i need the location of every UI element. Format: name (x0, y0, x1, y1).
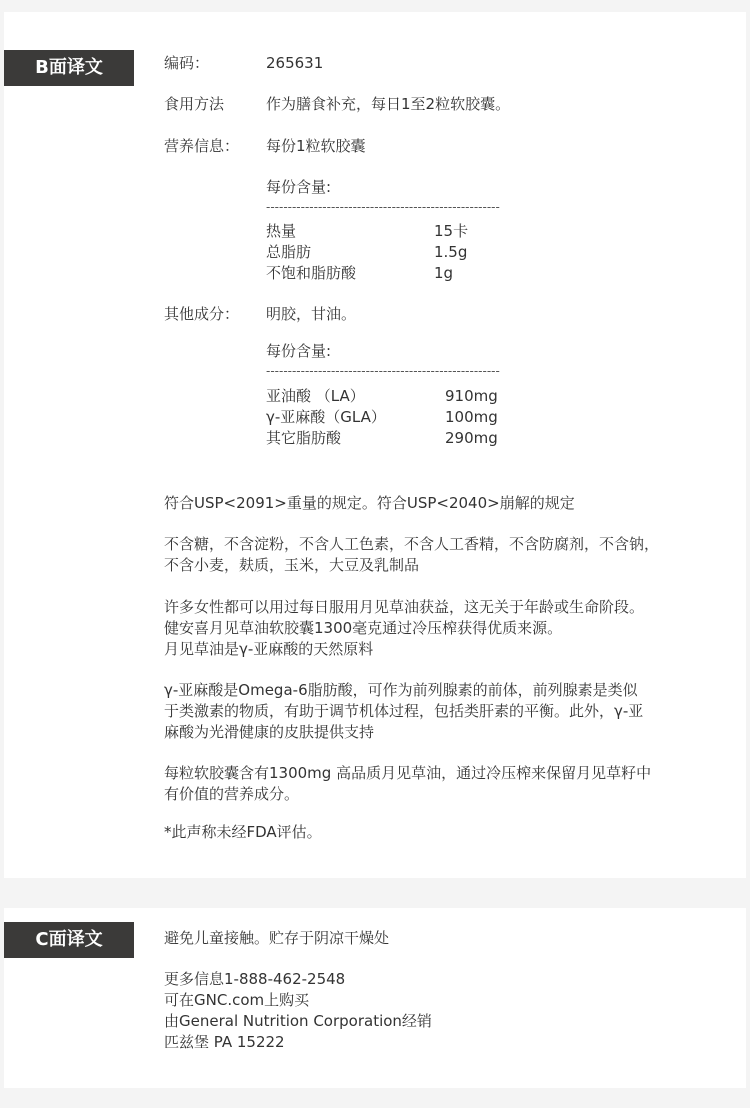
section-b-panel (4, 12, 746, 878)
paragraph-line: 符合USP<2091>重量的规定。符合USP<2040>崩解的规定 (164, 494, 575, 512)
nutrient-value: 1g (434, 264, 454, 282)
nutrition-label: 营养信息： (164, 137, 240, 155)
nutrition-value: 每份1粒软胶囊 (266, 137, 366, 155)
nutrient-value: 15卡 (434, 222, 469, 240)
acid-name: 亚油酸 （LA） (266, 387, 365, 405)
nutrient-name: 不饱和脂肪酸 (266, 264, 357, 282)
paragraph-line: 有价值的营养成分。 (164, 785, 300, 803)
fda-disclaimer: *此声称未经FDA评估。 (164, 823, 322, 841)
acid-value: 100mg (445, 408, 498, 426)
divider-2: ------------------------------------------------------ (266, 364, 500, 378)
paragraph-line: 健安喜月见草油软胶囊1300毫克通过冷压榨获得优质来源。 (164, 619, 563, 637)
paragraph-line: 每粒软胶囊含有1300mg 高品质月见草油，通过冷压榨来保留月见草籽中 (164, 764, 652, 782)
section-c-tag: C面译文 (4, 922, 134, 958)
info-line: 可在GNC.com上购买 (164, 991, 310, 1009)
nutrient-name: 总脂肪 (266, 243, 312, 261)
code-label: 编码： (164, 54, 210, 72)
code-value: 265631 (266, 54, 324, 72)
acid-name: 其它脂肪酸 (266, 429, 342, 447)
usage-value: 作为膳食补充，每日1至2粒软胶囊。 (266, 95, 511, 113)
info-line: 由General Nutrition Corporation经销 (164, 1012, 432, 1030)
per-serving-heading-2: 每份含量: (266, 342, 332, 360)
paragraph-line: γ-亚麻酸是Omega-6脂肪酸，可作为前列腺素的前体，前列腺素是类似 (164, 681, 638, 699)
other-value: 明胶，甘油。 (266, 305, 357, 323)
paragraph-line: 不含小麦，麸质，玉米，大豆及乳制品 (164, 556, 420, 574)
acid-value: 290mg (445, 429, 498, 447)
nutrient-name: 热量 (266, 222, 297, 240)
per-serving-heading-1: 每份含量: (266, 178, 332, 196)
section-c-panel (4, 908, 746, 1088)
acid-value: 910mg (445, 387, 498, 405)
usage-label: 食用方法 (164, 95, 225, 113)
paragraph-line: 不含糖，不含淀粉，不含人工色素，不含人工香精，不含防腐剂，不含钠， (164, 535, 660, 553)
acid-name: γ-亚麻酸（GLA） (266, 408, 386, 426)
paragraph-line: 于类激素的物质，有助于调节机体过程，包括类肝素的平衡。此外，γ-亚 (164, 702, 644, 720)
divider-1: ------------------------------------------------------ (266, 200, 500, 214)
info-line: 匹兹堡 PA 15222 (164, 1033, 285, 1051)
storage-warning: 避免儿童接触。贮存于阴凉干燥处 (164, 929, 390, 947)
other-label: 其他成分： (164, 305, 240, 323)
paragraph-line: 麻酸为光滑健康的皮肤提供支持 (164, 723, 375, 741)
section-b-tag: B面译文 (4, 50, 134, 86)
paragraph-line: 月见草油是γ-亚麻酸的天然原料 (164, 640, 374, 658)
nutrient-value: 1.5g (434, 243, 468, 261)
paragraph-line: 许多女性都可以用过每日服用月见草油获益，这无关于年龄或生命阶段。 (164, 598, 645, 616)
info-line: 更多信息1-888-462-2548 (164, 970, 346, 988)
